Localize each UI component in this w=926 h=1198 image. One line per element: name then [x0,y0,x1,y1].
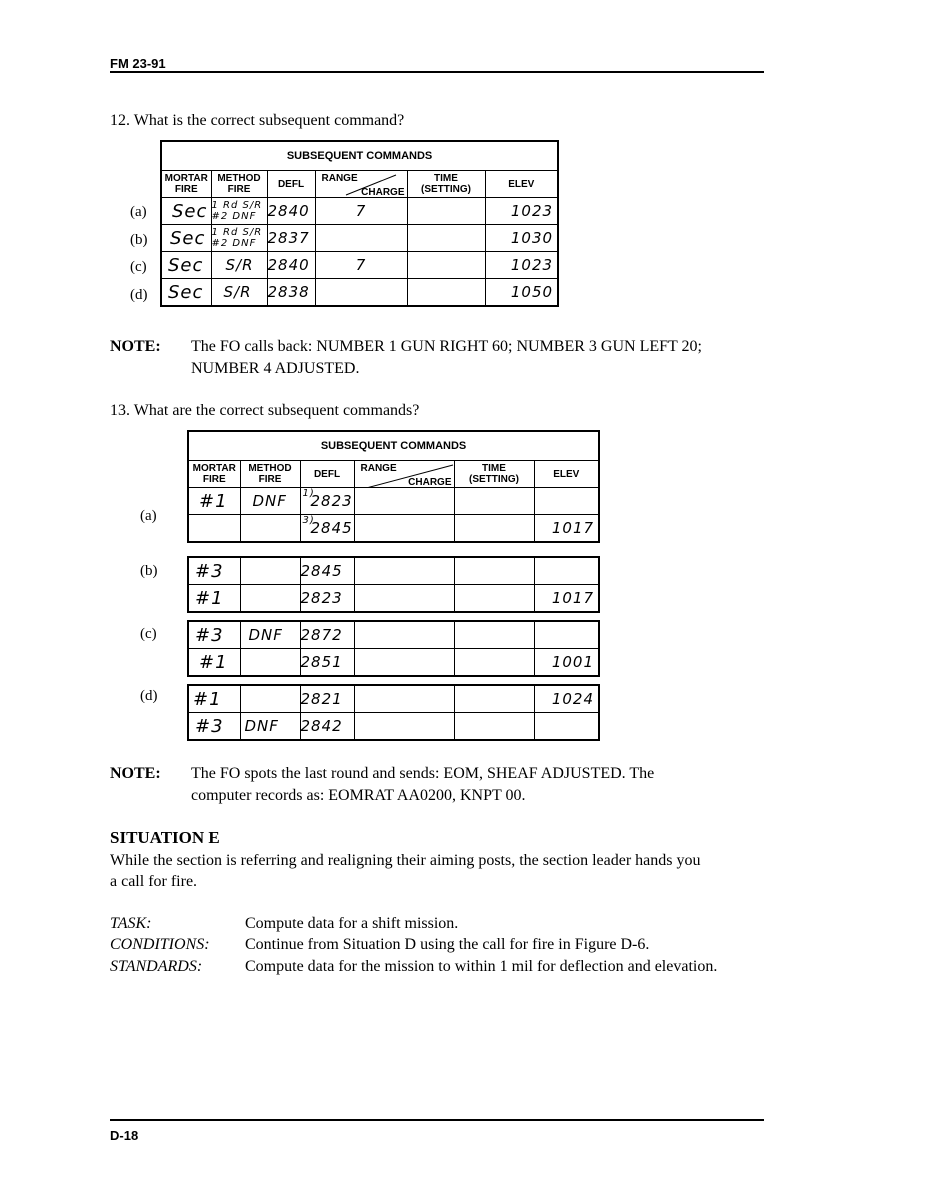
q13-col-range-charge: RANGE CHARGE [354,461,454,488]
mortar-cell: #3 [188,713,240,741]
q13-option-a-label: (a) [140,508,157,524]
elev-cell [534,557,599,585]
elev-cell: 1024 [534,685,599,713]
charge-cell: 7 [315,198,407,225]
charge-cell [354,649,454,677]
mortar-cell: #1 [188,488,240,515]
q13-col-defl: DEFL [300,461,354,488]
charge-cell [354,685,454,713]
situation-line2: a call for fire. [110,873,198,890]
question-12: 12. What is the correct subsequent command? [110,112,405,129]
time-cell [454,649,534,677]
method-cell: S/R [211,252,267,279]
elev-cell [534,713,599,741]
defl-cell: 2842 [300,713,354,741]
method-cell [240,515,300,543]
charge-cell [354,713,454,741]
time-cell [454,713,534,741]
elev-cell [534,621,599,649]
method-cell: DNF [240,621,300,649]
time-cell [454,621,534,649]
page-number: D-18 [110,1128,139,1143]
defl-cell: 2851 [300,649,354,677]
defl-cell: 2821 [300,685,354,713]
situation-title: SITUATION E [110,828,220,847]
q13-b-row1 [188,557,599,585]
q13-col-method: METHOD FIRE [240,461,300,488]
q12-row-c [161,252,558,279]
defl-cell: 1) 2823 [300,488,354,515]
charge-cell [315,279,407,307]
standards-text: Compute data for the mission to within 1 mil for deflection and elevation. [245,958,718,975]
mortar-cell: #1 [188,649,240,677]
note1-line1: The FO calls back: NUMBER 1 GUN RIGHT 60; NUMBER 3 GUN LEFT 20; [191,338,702,355]
method-cell [240,585,300,613]
q12-table [160,140,559,307]
time-cell [454,488,534,515]
note2-label: NOTE: [110,765,161,782]
q12-row-a [161,198,558,225]
elev-cell [534,488,599,515]
elev-cell: 1050 [485,279,558,307]
method-cell: DNF [240,488,300,515]
q13-col-time: TIME (SETTING) [454,461,534,488]
time-cell [407,225,485,252]
method-cell: S/R [211,279,267,307]
time-cell [454,685,534,713]
note2-line2: computer records as: EOMRAT AA0200, KNPT 00. [191,787,526,804]
document-id: FM 23-91 [110,56,166,71]
q12-option-a-label: (a) [130,204,147,220]
time-cell [407,198,485,225]
question-13: 13. What are the correct subsequent commands? [110,402,420,419]
charge-cell [354,488,454,515]
conditions-label: CONDITIONS: [110,936,210,953]
charge-cell: 7 [315,252,407,279]
q12-row-d [161,279,558,307]
mortar-cell [188,515,240,543]
conditions-text: Continue from Situation D using the call for fire in Figure D-6. [245,936,650,953]
q13-c-row2 [188,649,599,677]
method-cell [240,685,300,713]
q12-col-mortar: MORTAR FIRE [161,171,211,198]
q13-table-title: SUBSEQUENT COMMANDS [188,431,599,461]
q13-option-c-label: (c) [140,626,157,642]
q12-option-b-label: (b) [130,232,148,248]
mortar-cell: Sec [161,252,211,279]
time-cell [454,557,534,585]
q12-table-title: SUBSEQUENT COMMANDS [161,141,558,171]
charge-cell [354,515,454,543]
q13-a-row1 [188,488,599,515]
situation-line1: While the section is referring and realigning their aiming posts, the section leader hands you [110,852,701,869]
elev-cell: 1017 [534,515,599,543]
defl-cell: 2838 [267,279,315,307]
q13-table-c [187,620,600,677]
time-cell [407,252,485,279]
q13-table-a [187,430,600,543]
standards-label: STANDARDS: [110,958,203,975]
defl-cell: 3) 2845 [300,515,354,543]
q12-col-method: METHOD FIRE [211,171,267,198]
defl-cell: 2823 [300,585,354,613]
q12-col-defl: DEFL [267,171,315,198]
task-text: Compute data for a shift mission. [245,915,459,932]
mortar-cell: #1 [188,685,240,713]
note1-label: NOTE: [110,338,161,355]
elev-cell: 1001 [534,649,599,677]
elev-cell: 1023 [485,198,558,225]
q13-col-elev: ELEV [534,461,599,488]
q12-row-b [161,225,558,252]
q13-a-row2 [188,515,599,543]
note2-line1: The FO spots the last round and sends: EOM, SHEAF ADJUSTED. The [191,765,655,782]
q12-col-range-charge: RANGE CHARGE [315,171,407,198]
q12-option-d-label: (d) [130,287,148,303]
q13-c-row1 [188,621,599,649]
defl-cell: 2840 [267,252,315,279]
charge-cell [354,557,454,585]
method-cell: 1 Rd S/R #2 DNF [211,225,267,252]
mortar-cell: Sec [161,225,211,252]
mortar-cell: Sec [161,279,211,307]
q13-d-row1 [188,685,599,713]
mortar-cell: #3 [188,621,240,649]
header-rule [110,71,764,73]
task-label: TASK: [110,915,152,932]
charge-cell [354,585,454,613]
charge-cell [315,225,407,252]
q12-col-elev: ELEV [485,171,558,198]
mortar-cell: Sec [161,198,211,225]
defl-cell: 2845 [300,557,354,585]
note1-line2: NUMBER 4 ADJUSTED. [191,360,360,377]
mortar-cell: #3 [188,557,240,585]
q13-table-d [187,684,600,741]
mortar-cell: #1 [188,585,240,613]
time-cell [454,515,534,543]
charge-cell [354,621,454,649]
method-cell: DNF [240,713,300,741]
time-cell [407,279,485,307]
method-cell: 1 Rd S/R #2 DNF [211,198,267,225]
footer-rule [110,1119,764,1121]
defl-cell: 2840 [267,198,315,225]
elev-cell: 1023 [485,252,558,279]
method-cell [240,557,300,585]
q13-col-mortar: MORTAR FIRE [188,461,240,488]
q13-table-b [187,556,600,613]
defl-cell: 2837 [267,225,315,252]
elev-cell: 1030 [485,225,558,252]
q13-option-d-label: (d) [140,688,158,704]
method-cell [240,649,300,677]
q12-option-c-label: (c) [130,259,147,275]
elev-cell: 1017 [534,585,599,613]
q13-d-row2 [188,713,599,741]
time-cell [454,585,534,613]
q12-col-time: TIME (SETTING) [407,171,485,198]
q13-option-b-label: (b) [140,563,158,579]
defl-cell: 2872 [300,621,354,649]
q13-b-row2 [188,585,599,613]
